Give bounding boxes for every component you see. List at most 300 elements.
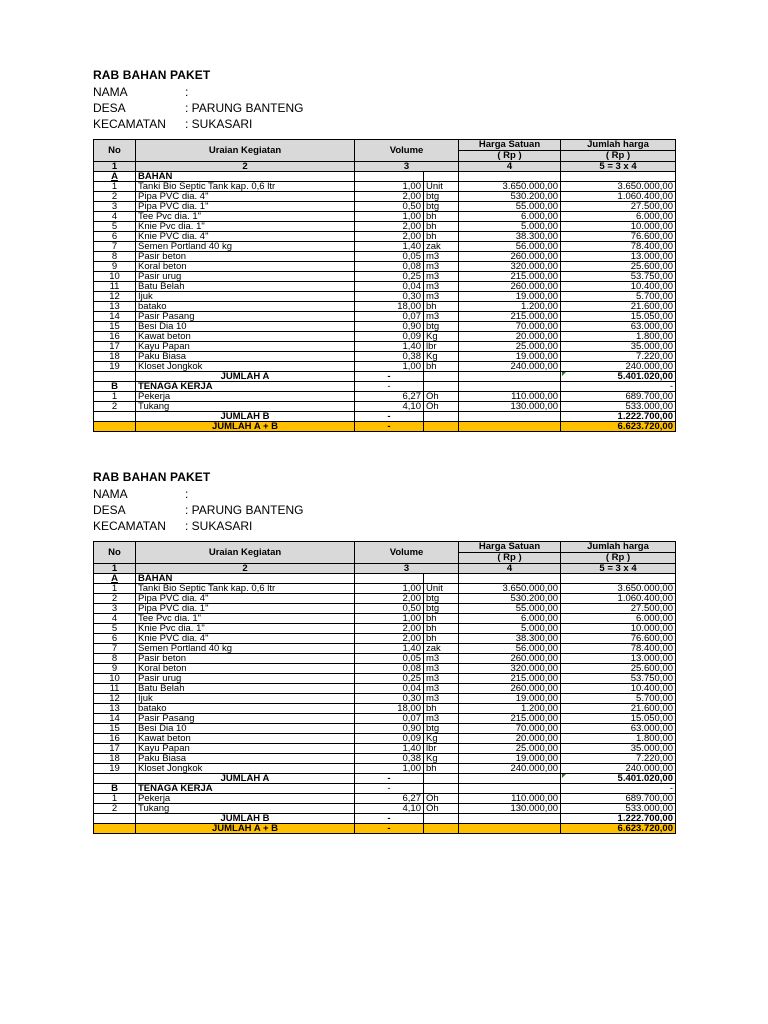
table-row xyxy=(94,342,676,352)
table-row xyxy=(94,292,676,302)
cell-satuan: bh xyxy=(424,302,459,312)
info-value: : xyxy=(185,85,189,99)
table-row xyxy=(94,222,676,232)
cell-harga: 1.200,00 xyxy=(459,302,561,312)
cell-satuan: bh xyxy=(424,614,459,624)
grand-total-volume: - xyxy=(355,422,424,432)
cell-no: 1 xyxy=(94,794,136,804)
section-a-row xyxy=(94,172,676,182)
cell-volume: 0,30 xyxy=(355,292,424,302)
cell-satuan: zak xyxy=(424,242,459,252)
cell-harga: 3.650.000,00 xyxy=(459,584,561,594)
cell-harga: 1.200,00 xyxy=(459,704,561,714)
subtotal-b-row xyxy=(94,814,676,824)
cell-no: 5 xyxy=(94,222,136,232)
subtotal-a-volume: - xyxy=(355,372,424,382)
table-row xyxy=(94,302,676,312)
cell-satuan: bh xyxy=(424,212,459,222)
cell-no: 19 xyxy=(94,362,136,372)
info-value: : SUKASARI xyxy=(185,117,253,131)
cell-no: 1 xyxy=(94,584,136,594)
cell-uraian: Tee Pvc dia. 1" xyxy=(136,212,355,222)
cell-jumlah: 240.000,00 xyxy=(561,362,676,372)
cell-uraian: Besi Dia 10 xyxy=(136,322,355,332)
cell-jumlah: 27.500,00 xyxy=(561,604,676,614)
table-row xyxy=(94,584,676,594)
cell-harga: 6.000,00 xyxy=(459,614,561,624)
table-row xyxy=(94,704,676,714)
cell-uraian: Pasir Pasang xyxy=(136,714,355,724)
grand-total-row xyxy=(94,422,676,432)
col-number: 1 xyxy=(94,564,136,574)
info-value: : xyxy=(185,487,189,501)
cell-no: 7 xyxy=(94,644,136,654)
cell-harga: 19.000,00 xyxy=(459,754,561,764)
subtotal-a-value: 5.401.020,00 xyxy=(617,371,674,382)
cell-uraian: Semen Portland 40 kg xyxy=(136,242,355,252)
cell-harga: 240.000,00 xyxy=(459,362,561,372)
cell-no: 13 xyxy=(94,302,136,312)
subtotal-a-value-cell xyxy=(561,372,676,382)
cell-volume: 0,08 xyxy=(355,262,424,272)
table-row xyxy=(94,674,676,684)
cell-harga: 70.000,00 xyxy=(459,724,561,734)
cell-uraian: Knie PVC dia. 4" xyxy=(136,232,355,242)
cell-uraian: Pasir Pasang xyxy=(136,312,355,322)
cell-no: 17 xyxy=(94,744,136,754)
cell-satuan: m3 xyxy=(424,312,459,322)
cell-harga: 260.000,00 xyxy=(459,282,561,292)
cell-jumlah: 5.700,00 xyxy=(561,292,676,302)
col-header-harga: Harga Satuan xyxy=(459,140,561,151)
cell-no: 11 xyxy=(94,684,136,694)
cell-satuan: Kg xyxy=(424,734,459,744)
cell-no: 14 xyxy=(94,312,136,322)
cell-jumlah: 10.000,00 xyxy=(561,624,676,634)
subtotal-a-row xyxy=(94,774,676,784)
cell-harga: 38.300,00 xyxy=(459,232,561,242)
cell-uraian: Koral beton xyxy=(136,262,355,272)
col-header-jumlah-unit: ( Rp ) xyxy=(561,151,676,162)
section-total: - xyxy=(561,784,676,794)
cell-satuan: m3 xyxy=(424,262,459,272)
cell-volume: 0,09 xyxy=(355,332,424,342)
cell-no: 3 xyxy=(94,202,136,212)
cell-volume: 2,00 xyxy=(355,634,424,644)
col-number: 2 xyxy=(136,162,355,172)
cell-jumlah: 78.400,00 xyxy=(561,644,676,654)
cell-jumlah: 13.000,00 xyxy=(561,654,676,664)
cell-satuan: m3 xyxy=(424,272,459,282)
cell-satuan: Oh xyxy=(424,392,459,402)
cell-jumlah: 15.050,00 xyxy=(561,714,676,724)
cell-uraian: Kawat beton xyxy=(136,332,355,342)
column-number-row xyxy=(94,162,676,172)
cell-no: 18 xyxy=(94,754,136,764)
cell-volume: 18,00 xyxy=(355,704,424,714)
table-row xyxy=(94,322,676,332)
table-header-row xyxy=(94,542,676,553)
grand-total-volume: - xyxy=(355,824,424,834)
cell-uraian: batako xyxy=(136,302,355,312)
cell-volume: 0,05 xyxy=(355,654,424,664)
subtotal-a-value-cell xyxy=(561,774,676,784)
cell-satuan: btg xyxy=(424,594,459,604)
cell-harga: 260.000,00 xyxy=(459,654,561,664)
table-row xyxy=(94,624,676,634)
cell-uraian: Pekerja xyxy=(136,392,355,402)
table-row xyxy=(94,644,676,654)
info-label: DESA xyxy=(93,101,126,115)
subtotal-a-row xyxy=(94,372,676,382)
cell-volume: 0,38 xyxy=(355,754,424,764)
cell-satuan: bh xyxy=(424,222,459,232)
section-code: A xyxy=(94,172,136,182)
cell-volume: 2,00 xyxy=(355,222,424,232)
cell-satuan: Oh xyxy=(424,402,459,412)
grand-total-row xyxy=(94,824,676,834)
table-row xyxy=(94,282,676,292)
cell-jumlah: 1.060.400,00 xyxy=(561,192,676,202)
cell-volume: 0,90 xyxy=(355,724,424,734)
cell-harga: 25.000,00 xyxy=(459,744,561,754)
cell-uraian: Tukang xyxy=(136,402,355,412)
info-label: KECAMATAN xyxy=(93,519,166,533)
cell-no: 1 xyxy=(94,392,136,402)
cell-jumlah: 63.000,00 xyxy=(561,322,676,332)
section-a-row xyxy=(94,574,676,584)
cell-uraian: Pipa PVC dia. 4" xyxy=(136,594,355,604)
cell-no: 10 xyxy=(94,674,136,684)
cell-no: 1 xyxy=(94,182,136,192)
info-value: : PARUNG BANTENG xyxy=(185,503,304,517)
cell-satuan: btg xyxy=(424,322,459,332)
cell-volume: 1,40 xyxy=(355,342,424,352)
cell-harga: 56.000,00 xyxy=(459,644,561,654)
cell-jumlah: 6.000,00 xyxy=(561,614,676,624)
grand-total-label: JUMLAH A + B xyxy=(136,824,355,834)
cell-harga: 130.000,00 xyxy=(459,804,561,814)
cell-volume: 2,00 xyxy=(355,594,424,604)
cell-no: 16 xyxy=(94,734,136,744)
table-row xyxy=(94,604,676,614)
cell-uraian: Tanki Bio Septic Tank kap. 0,6 ltr xyxy=(136,584,355,594)
cell-satuan: bh xyxy=(424,624,459,634)
col-header-jumlah: Jumlah harga xyxy=(561,542,676,553)
cell-satuan: m3 xyxy=(424,714,459,724)
cell-uraian: Pasir urug xyxy=(136,272,355,282)
subtotal-a-value: 5.401.020,00 xyxy=(617,773,674,784)
cell-jumlah: 7.220,00 xyxy=(561,754,676,764)
cell-satuan: bh xyxy=(424,764,459,774)
cell-satuan: bh xyxy=(424,704,459,714)
cell-uraian: Pipa PVC dia. 4" xyxy=(136,192,355,202)
cell-uraian: Semen Portland 40 kg xyxy=(136,644,355,654)
cell-satuan: btg xyxy=(424,192,459,202)
cell-no: 8 xyxy=(94,654,136,664)
cell-no: 6 xyxy=(94,634,136,644)
error-marker-icon xyxy=(562,372,566,376)
cell-harga: 19.000,00 xyxy=(459,694,561,704)
cell-volume: 6,27 xyxy=(355,392,424,402)
cell-satuan: m3 xyxy=(424,292,459,302)
section-code: B xyxy=(94,382,136,392)
col-number: 2 xyxy=(136,564,355,574)
subtotal-a-label: JUMLAH A xyxy=(136,774,355,784)
col-header-no: No xyxy=(94,140,136,162)
info-value: : PARUNG BANTENG xyxy=(185,101,304,115)
cell-uraian: Besi Dia 10 xyxy=(136,724,355,734)
cell-harga: 5.000,00 xyxy=(459,222,561,232)
cell-satuan: lbr xyxy=(424,342,459,352)
cell-volume: 4,10 xyxy=(355,804,424,814)
cell-jumlah: 76.600,00 xyxy=(561,634,676,644)
cell-jumlah: 76.600,00 xyxy=(561,232,676,242)
cell-volume: 0,04 xyxy=(355,684,424,694)
document-title: RAB BAHAN PAKET xyxy=(93,68,211,82)
table-row xyxy=(94,654,676,664)
table-row xyxy=(94,664,676,674)
cell-no: 7 xyxy=(94,242,136,252)
cell-volume: 18,00 xyxy=(355,302,424,312)
cell-satuan: bh xyxy=(424,232,459,242)
cell-jumlah: 689.700,00 xyxy=(561,794,676,804)
cell-volume: 0,50 xyxy=(355,604,424,614)
cell-harga: 215.000,00 xyxy=(459,272,561,282)
cell-satuan: Unit xyxy=(424,182,459,192)
info-row-nama xyxy=(93,486,675,502)
cell-jumlah: 53.750,00 xyxy=(561,272,676,282)
subtotal-a-label: JUMLAH A xyxy=(136,372,355,382)
col-header-harga: Harga Satuan xyxy=(459,542,561,553)
cell-volume: 0,38 xyxy=(355,352,424,362)
cell-volume: 0,30 xyxy=(355,694,424,704)
table-row xyxy=(94,352,676,362)
cell-volume: 0,25 xyxy=(355,272,424,282)
info-row-desa xyxy=(93,502,675,518)
table-row xyxy=(94,212,676,222)
cell-uraian: batako xyxy=(136,704,355,714)
col-header-harga-unit: ( Rp ) xyxy=(459,553,561,564)
table-row xyxy=(94,794,676,804)
col-number: 3 xyxy=(355,162,459,172)
table-row xyxy=(94,694,676,704)
section-b-row xyxy=(94,382,676,392)
cell-no: 3 xyxy=(94,604,136,614)
cell-jumlah: 7.220,00 xyxy=(561,352,676,362)
cell-harga: 19.000,00 xyxy=(459,352,561,362)
table-row xyxy=(94,714,676,724)
cell-harga: 70.000,00 xyxy=(459,322,561,332)
cell-satuan: m3 xyxy=(424,684,459,694)
cell-satuan: bh xyxy=(424,362,459,372)
section-label: BAHAN xyxy=(136,574,355,584)
cell-satuan: m3 xyxy=(424,282,459,292)
table-row xyxy=(94,804,676,814)
cell-satuan: Kg xyxy=(424,332,459,342)
cell-jumlah: 13.000,00 xyxy=(561,252,676,262)
cell-jumlah: 78.400,00 xyxy=(561,242,676,252)
col-header-uraian: Uraian Kegiatan xyxy=(136,140,355,162)
cell-harga: 19.000,00 xyxy=(459,292,561,302)
subtotal-b-volume: - xyxy=(355,814,424,824)
cell-no: 2 xyxy=(94,804,136,814)
col-number: 4 xyxy=(459,564,561,574)
cell-satuan: m3 xyxy=(424,664,459,674)
cell-volume: 4,10 xyxy=(355,402,424,412)
document-title: RAB BAHAN PAKET xyxy=(93,470,211,484)
col-header-jumlah-unit: ( Rp ) xyxy=(561,553,676,564)
cell-harga: 110.000,00 xyxy=(459,392,561,402)
cell-jumlah: 25.600,00 xyxy=(561,262,676,272)
cell-no: 8 xyxy=(94,252,136,262)
subtotal-a-volume: - xyxy=(355,774,424,784)
col-number: 4 xyxy=(459,162,561,172)
cell-harga: 260.000,00 xyxy=(459,684,561,694)
table-header-row xyxy=(94,140,676,151)
cell-uraian: Paku Biasa xyxy=(136,754,355,764)
cell-volume: 1,00 xyxy=(355,764,424,774)
cell-harga: 6.000,00 xyxy=(459,212,561,222)
grand-total-value: 6.623.720,00 xyxy=(561,824,676,834)
info-value: : SUKASARI xyxy=(185,519,253,533)
cell-harga: 55.000,00 xyxy=(459,604,561,614)
cell-jumlah: 15.050,00 xyxy=(561,312,676,322)
cell-jumlah: 533.000,00 xyxy=(561,804,676,814)
info-row-kecamatan xyxy=(93,518,675,534)
table-row xyxy=(94,684,676,694)
cell-volume: 0,05 xyxy=(355,252,424,262)
info-label: KECAMATAN xyxy=(93,117,166,131)
cell-uraian: Paku Biasa xyxy=(136,352,355,362)
col-number: 5 = 3 x 4 xyxy=(561,162,676,172)
cell-jumlah: 35.000,00 xyxy=(561,342,676,352)
cell-no: 15 xyxy=(94,724,136,734)
col-header-no: No xyxy=(94,542,136,564)
cell-volume: 1,40 xyxy=(355,644,424,654)
cell-volume: 1,00 xyxy=(355,362,424,372)
table-row xyxy=(94,362,676,372)
table-row xyxy=(94,272,676,282)
cell-harga: 55.000,00 xyxy=(459,202,561,212)
cell-jumlah: 240.000,00 xyxy=(561,764,676,774)
cell-harga: 3.650.000,00 xyxy=(459,182,561,192)
col-number: 1 xyxy=(94,162,136,172)
cell-volume: 2,00 xyxy=(355,192,424,202)
table-row xyxy=(94,192,676,202)
cell-satuan: m3 xyxy=(424,674,459,684)
cell-harga: 5.000,00 xyxy=(459,624,561,634)
cell-no: 4 xyxy=(94,212,136,222)
cell-jumlah: 10.400,00 xyxy=(561,684,676,694)
cell-no: 15 xyxy=(94,322,136,332)
cell-uraian: Pasir urug xyxy=(136,674,355,684)
cell-no: 12 xyxy=(94,292,136,302)
table-row xyxy=(94,724,676,734)
cell-no: 9 xyxy=(94,262,136,272)
cell-uraian: Tee Pvc dia. 1" xyxy=(136,614,355,624)
section-label: BAHAN xyxy=(136,172,355,182)
table-row xyxy=(94,402,676,412)
cell-uraian: Pipa PVC dia. 1" xyxy=(136,604,355,614)
cell-uraian: Ijuk xyxy=(136,694,355,704)
table-row xyxy=(94,764,676,774)
cell-volume: 0,90 xyxy=(355,322,424,332)
cell-volume: 6,27 xyxy=(355,794,424,804)
cell-volume: 1,00 xyxy=(355,212,424,222)
cell-uraian: Ijuk xyxy=(136,292,355,302)
cell-uraian: Pipa PVC dia. 1" xyxy=(136,202,355,212)
cell-satuan: Oh xyxy=(424,794,459,804)
cell-volume: 0,07 xyxy=(355,714,424,724)
cell-no: 12 xyxy=(94,694,136,704)
cell-uraian: Kayu Papan xyxy=(136,744,355,754)
cell-no: 2 xyxy=(94,594,136,604)
cell-jumlah: 35.000,00 xyxy=(561,744,676,754)
subtotal-b-volume: - xyxy=(355,412,424,422)
info-row-kecamatan xyxy=(93,116,675,132)
cell-volume: 0,25 xyxy=(355,674,424,684)
cell-satuan: Kg xyxy=(424,754,459,764)
subtotal-b-value: 1.222.700,00 xyxy=(561,814,676,824)
rab-block-1 xyxy=(93,66,675,432)
cell-jumlah: 6.000,00 xyxy=(561,212,676,222)
cell-satuan: bh xyxy=(424,634,459,644)
cell-harga: 25.000,00 xyxy=(459,342,561,352)
cell-uraian: Kawat beton xyxy=(136,734,355,744)
cell-volume: 0,07 xyxy=(355,312,424,322)
table-row xyxy=(94,754,676,764)
table-row xyxy=(94,744,676,754)
cell-no: 10 xyxy=(94,272,136,282)
cell-volume: 1,00 xyxy=(355,182,424,192)
cell-volume: 1,40 xyxy=(355,744,424,754)
cell-jumlah: 533.000,00 xyxy=(561,402,676,412)
table-row xyxy=(94,252,676,262)
cell-satuan: lbr xyxy=(424,744,459,754)
table-row xyxy=(94,242,676,252)
cell-volume: 0,09 xyxy=(355,734,424,744)
cell-harga: 110.000,00 xyxy=(459,794,561,804)
cell-jumlah: 53.750,00 xyxy=(561,674,676,684)
column-number-row xyxy=(94,564,676,574)
cell-jumlah: 10.400,00 xyxy=(561,282,676,292)
table-row xyxy=(94,392,676,402)
cell-jumlah: 27.500,00 xyxy=(561,202,676,212)
cell-no: 19 xyxy=(94,764,136,774)
cell-uraian: Knie PVC dia. 4" xyxy=(136,634,355,644)
cell-jumlah: 3.650.000,00 xyxy=(561,584,676,594)
cell-uraian: Kayu Papan xyxy=(136,342,355,352)
section-label: TENAGA KERJA xyxy=(136,382,355,392)
table-row xyxy=(94,332,676,342)
cell-satuan: m3 xyxy=(424,654,459,664)
cell-harga: 215.000,00 xyxy=(459,674,561,684)
info-label: NAMA xyxy=(93,487,128,501)
info-row-nama xyxy=(93,84,675,100)
cell-no: 9 xyxy=(94,664,136,674)
cell-uraian: Kloset Jongkok xyxy=(136,362,355,372)
col-header-uraian: Uraian Kegiatan xyxy=(136,542,355,564)
cell-satuan: btg xyxy=(424,202,459,212)
cell-volume: 1,00 xyxy=(355,584,424,594)
cell-uraian: Koral beton xyxy=(136,664,355,674)
cell-no: 6 xyxy=(94,232,136,242)
col-number: 3 xyxy=(355,564,459,574)
cell-no: 2 xyxy=(94,192,136,202)
cell-volume: 0,04 xyxy=(355,282,424,292)
subtotal-b-label: JUMLAH B xyxy=(136,814,355,824)
